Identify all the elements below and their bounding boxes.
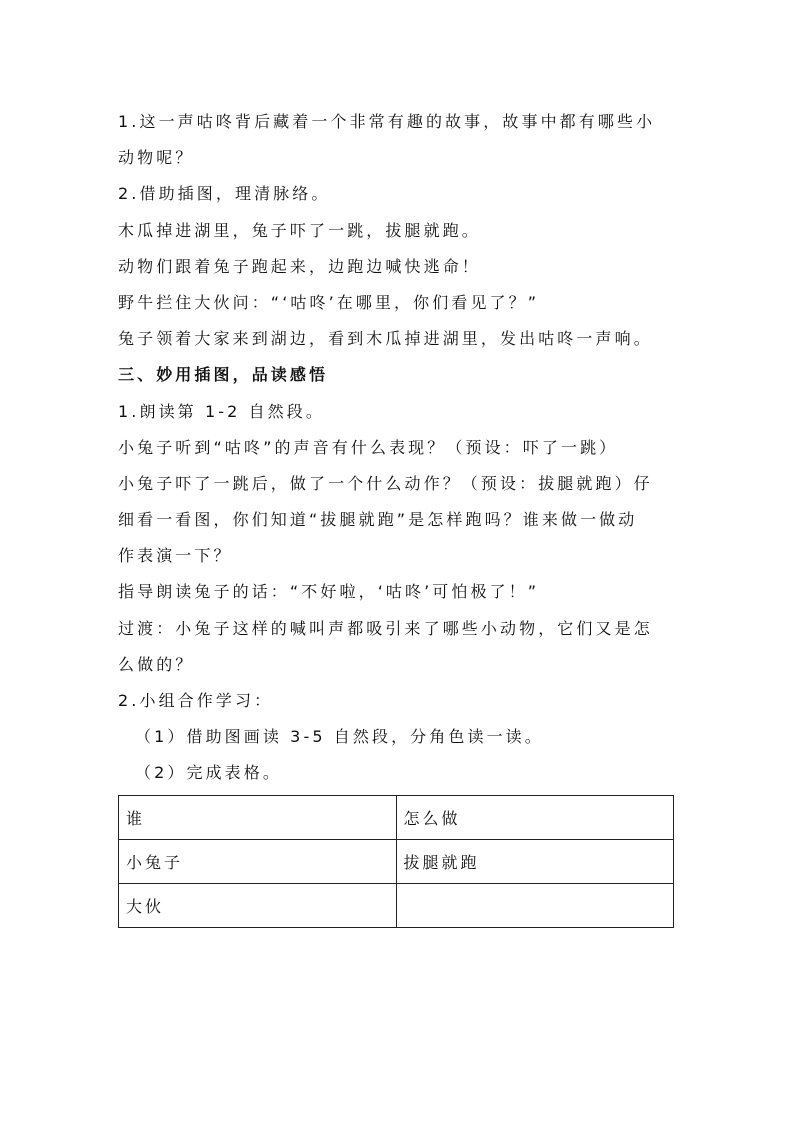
table-header-cell-who: 谁	[119, 795, 397, 839]
text-line: 动物呢？	[118, 148, 195, 168]
text-line: 指导朗读兔子的话：“不好啦，‘咕咚’可怕极了！”	[118, 582, 540, 602]
completion-table	[118, 795, 674, 928]
text-line: 小兔子吓了一跳后，做了一个什么动作？（预设：拔腿就跑）仔	[118, 473, 653, 493]
table-row	[119, 839, 674, 883]
text-line: 么做的？	[118, 654, 195, 674]
text-line: 动物们跟着兔子跑起来，边跑边喊快逃命！	[118, 256, 481, 276]
text-line: 1.朗读第 1-2 自然段。	[118, 401, 325, 421]
text-line: 过渡：小兔子这样的喊叫声都吸引来了哪些小动物，它们又是怎	[118, 618, 653, 638]
table-header-row	[119, 795, 674, 839]
table-row	[119, 883, 674, 927]
text-line: 细看一看图，你们知道“拔腿就跑”是怎样跑吗？谁来做一做动	[118, 510, 638, 530]
table-cell: 大伙	[119, 883, 397, 927]
table-cell: 拔腿就跑	[396, 839, 674, 883]
document-page	[118, 104, 674, 928]
text-line: 小兔子听到“咕咚”的声音有什么表现？（预设：吓了一跳）	[118, 437, 619, 457]
text-line: 2.小组合作学习：	[118, 691, 274, 710]
indented-line: （2）完成表格。	[135, 763, 282, 783]
text-line: 作表演一下？	[118, 546, 233, 566]
text-line: 兔子领着大家来到湖边，看到木瓜掉进湖里，发出咕咚一声响。	[118, 329, 653, 349]
table-cell: 小兔子	[119, 839, 397, 883]
text-line: 2.借助插图，理清脉络。	[118, 184, 331, 204]
text-line: 木瓜掉进湖里，兔子吓了一跳，拔腿就跑。	[118, 220, 481, 240]
text-line: 野牛拦住大伙问：“‘咕咚’在哪里，你们看见了？”	[118, 292, 540, 312]
section-heading: 三、妙用插图，品读感悟	[118, 365, 329, 385]
indented-line: （1）借助图画读 3-5 自然段，分角色读一读。	[135, 727, 544, 747]
table-cell-empty[interactable]	[396, 883, 674, 927]
text-line: 1.这一声咕咚背后藏着一个非常有趣的故事，故事中都有哪些小	[118, 112, 656, 131]
table-header-cell-how: 怎么做	[396, 795, 674, 839]
